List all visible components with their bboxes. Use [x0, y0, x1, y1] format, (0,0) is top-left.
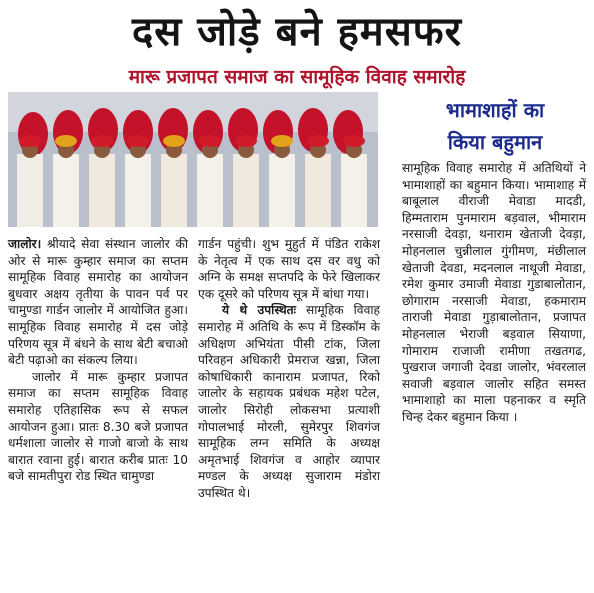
article-paragraph-1	[8, 236, 188, 369]
wedding-group-photo	[8, 92, 378, 227]
sidebar-headline	[400, 94, 590, 158]
article-column-1	[8, 236, 188, 485]
sidebar-headline-line2: किया बहुमान	[447, 130, 543, 154]
page-subheadline: मारू प्रजापत समाज का सामूहिक विवाह समारोह	[128, 66, 466, 88]
sidebar-text: सामूहिक विवाह समारोह में अतिथियों ने भामाशाहों का बहुमान किया। भामाशाह में बाबूलाल वीराजी मेवाडा मादडी, हिम्मताराम पुनमाराम बड़वाल, भीमाराम नरसाजी देवड़ा, थनाराम खेताजी देवड़ा, मोहनलाल चुन्नीलाल गुंगीमण, मंछीलाल खेताजी देवडा, मदनलाल नाथूजी मेवाडा, रमेश कुमार उमाजी मेवाडा गुडाबालोतान, छोगाराम नरसाजी मेवाडा, हकमाराम ताराजी मेवाडा गुड़ाबालोतान, प्रजापत मोहनलाल भेराजी बड़वाल सियाणा, गोमाराम राजाजी रामीणा तखतगढ, पुखराज जगाजी देवडा जालोर, भंवरलाल सवाजी बड़वाल जालोर सहित समस्त भामाशाहो का माला पहनाकर व स्मृति चिन्ह देकर बहुमान किया ।	[402, 161, 586, 424]
article-paragraph-2: जालोर में मारू कुम्हार प्रजापत समाज का सप्तम सामूहिक विवाह समारोह एतिहासिक रूप से सफल आयोजन हुआ। प्रातः 8.30 बजे प्रजापत धर्मशाला जालोर से गाजो बाजो के साथ बारात रवाना हुई। बारात करीब प्रातः 10 बजे सामतीपुरा रोड स्थित चामुण्डा	[8, 369, 188, 484]
article-paragraph-3: गार्डन पहुंची। शुभ मुहुर्त में पंडित राकेश के नेतृत्व में एक साथ दस वर वधु को अग्नि के समक्ष सप्तपदि के फेरे खिलाकर एक दूसरे को परिणय सूत्र में बांधा गया।	[198, 237, 380, 301]
article-dateline: जालोर।	[8, 237, 42, 251]
sidebar-headline-line1: भामाशाहों का	[445, 98, 545, 122]
article-paragraph-1-text: श्रीयादे सेवा संस्थान जालोर की ओर से मारू कुम्हार समाज का सप्तम सामूहिक विवाह समारोह का आयोजन बुधवार अक्षय तृतीया के पावन पर्व पर चामुण्डा गार्डन जालोर में आयोजित हुआ। सामूहिक विवाह समारोह में दस जोड़े परिणय सूत्र में बंधने के साथ बेटी बचाओ बेटी पढ़ाओ का संकल्प लिया।	[8, 237, 189, 368]
attendees-lead: ये थे उपस्थितः	[222, 303, 297, 318]
attendees-text: सामूहिक विवाह समारोह में अतिथि के रूप में डिस्कॉम के अधिक्षण अभियंता पीसी टांक, जिला परिवहन अधिकारी प्रेमराज खन्ना, जिला कोषाधिकारी कानाराम प्रजापत, रिको जालोर के सहायक प्रबंधक महेश पटेल, जालोर सिरोही लोकसभा प्रत्याशी गोपालभाई मोरली, सुमेरपुर शिवगंज सामूहिक लग्न समिति के अध्यक्ष अमृतभाई शिवगंज व आहोर व्यापार मण्डल के अध्यक्ष सुजाराम मंडोरा उपस्थित थे।	[198, 303, 380, 500]
page-headline: दस जोड़े बने हमसफर	[132, 9, 462, 55]
article-paragraph-4	[198, 302, 380, 501]
wedding-photo-illustration	[8, 92, 378, 227]
article-column-2	[198, 236, 380, 502]
